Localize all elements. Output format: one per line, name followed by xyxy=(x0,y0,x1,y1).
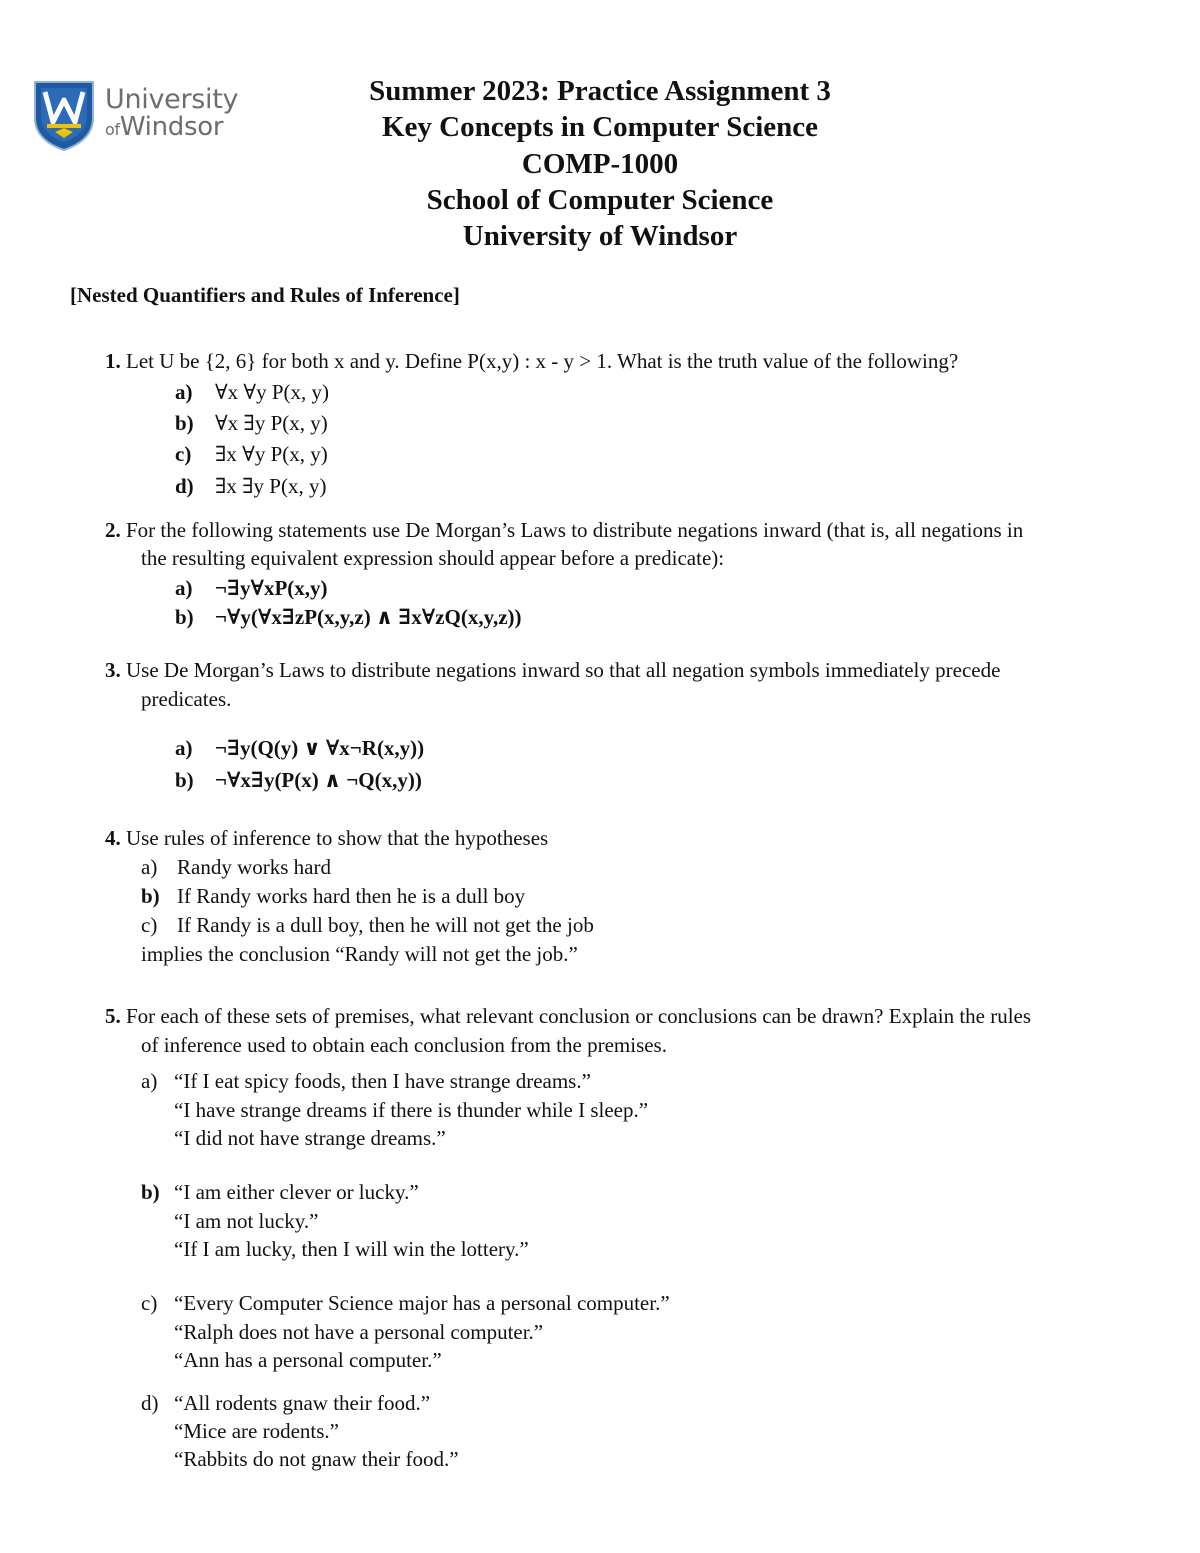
title-line: School of Computer Science xyxy=(426,183,774,216)
logo-university-text: University xyxy=(105,84,239,115)
premise-line: “Every Computer Science major has a personal computer.” xyxy=(174,1291,670,1315)
premise-line: “All rodents gnaw their food.” xyxy=(174,1391,431,1415)
question-text: Use rules of inference to show that the hypotheses xyxy=(126,826,549,850)
question-2 xyxy=(105,518,1023,543)
logo-windsor-text: Windsor xyxy=(119,112,224,143)
question-5 xyxy=(105,1004,1031,1029)
list-item: b) ¬∀x∃y(P(x) ∧ ¬Q(x,y)) xyxy=(175,768,422,792)
premise-line: “I did not have strange dreams.” xyxy=(174,1126,446,1150)
list-item: a) Randy works hard xyxy=(141,855,331,879)
list-item: a) ∀x ∀y P(x, y) xyxy=(175,380,330,404)
premise-label: c) xyxy=(141,1291,158,1315)
question-number: 1. xyxy=(105,349,121,373)
list-item: b) ∀x ∃y P(x, y) xyxy=(175,411,328,435)
title-line: Key Concepts in Computer Science xyxy=(381,111,819,144)
premise-line: “Ralph does not have a personal computer.” xyxy=(174,1320,544,1344)
title-line: COMP-1000 xyxy=(521,147,679,180)
list-item: c) If Randy is a dull boy, then he will not get the job xyxy=(141,913,594,937)
premise-label: a) xyxy=(141,1069,158,1093)
question-text: Let U be {2, 6} for both x and y. Define P(x,y) : x - y > 1. What is the truth value of the following? xyxy=(126,349,959,373)
title-line: University of Windsor xyxy=(462,220,738,253)
question-1 xyxy=(105,349,958,374)
question-text: For each of these sets of premises, what relevant conclusion or conclusions can be drawn? Explain the rules xyxy=(126,1004,1032,1028)
premise-line: “Ann has a personal computer.” xyxy=(174,1348,442,1372)
list-item: a) ¬∃y(Q(y) ∨ ∀x¬R(x,y)) xyxy=(175,736,425,760)
premise-label: d) xyxy=(141,1391,159,1415)
premise-line: “If I eat spicy foods, then I have strange dreams.” xyxy=(174,1069,591,1093)
question-number: 5. xyxy=(105,1004,121,1028)
premise-line: “I have strange dreams if there is thunder while I sleep.” xyxy=(174,1098,649,1122)
title-line: Summer 2023: Practice Assignment 3 xyxy=(369,75,831,107)
list-item: a) ¬∃y∀xP(x,y) xyxy=(175,576,328,600)
question-text: For the following statements use De Morgan’s Laws to distribute negations inward (that is, all negations in xyxy=(126,518,1024,542)
premise-line: “I am not lucky.” xyxy=(174,1209,319,1233)
premise-line: “If I am lucky, then I will win the lottery.” xyxy=(174,1237,529,1261)
question-number: 4. xyxy=(105,826,121,850)
question-text-continued: of inference used to obtain each conclusion from the premises. xyxy=(141,1033,667,1057)
question-4 xyxy=(105,826,548,851)
list-item: b) ¬∀y(∀x∃zP(x,y,z) ∧ ∃x∀zQ(x,y,z)) xyxy=(175,605,522,629)
university-logo xyxy=(33,78,239,152)
document-title xyxy=(250,73,950,254)
question-3 xyxy=(105,658,1000,683)
question-conclusion: implies the conclusion “Randy will not get the job.” xyxy=(141,942,578,966)
list-item: b) If Randy works hard then he is a dull boy xyxy=(141,884,526,908)
list-item: c) ∃x ∀y P(x, y) xyxy=(175,442,328,466)
premise-line: “Rabbits do not gnaw their food.” xyxy=(174,1447,459,1471)
question-text-continued: predicates. xyxy=(141,687,232,711)
premise-line: “Mice are rodents.” xyxy=(174,1419,339,1443)
section-heading: [Nested Quantifiers and Rules of Inference] xyxy=(70,283,460,307)
premise-line: “I am either clever or lucky.” xyxy=(174,1180,419,1204)
question-text: Use De Morgan’s Laws to distribute negations inward so that all negation symbols immediately precede xyxy=(126,658,1001,682)
question-number: 2. xyxy=(105,518,121,542)
premise-label: b) xyxy=(141,1180,160,1204)
list-item: d) ∃x ∃y P(x, y) xyxy=(175,474,327,498)
question-number: 3. xyxy=(105,658,121,682)
logo-of-text: of xyxy=(105,120,120,140)
question-text-continued: the resulting equivalent expression should appear before a predicate): xyxy=(141,546,725,570)
shield-icon xyxy=(33,78,95,152)
